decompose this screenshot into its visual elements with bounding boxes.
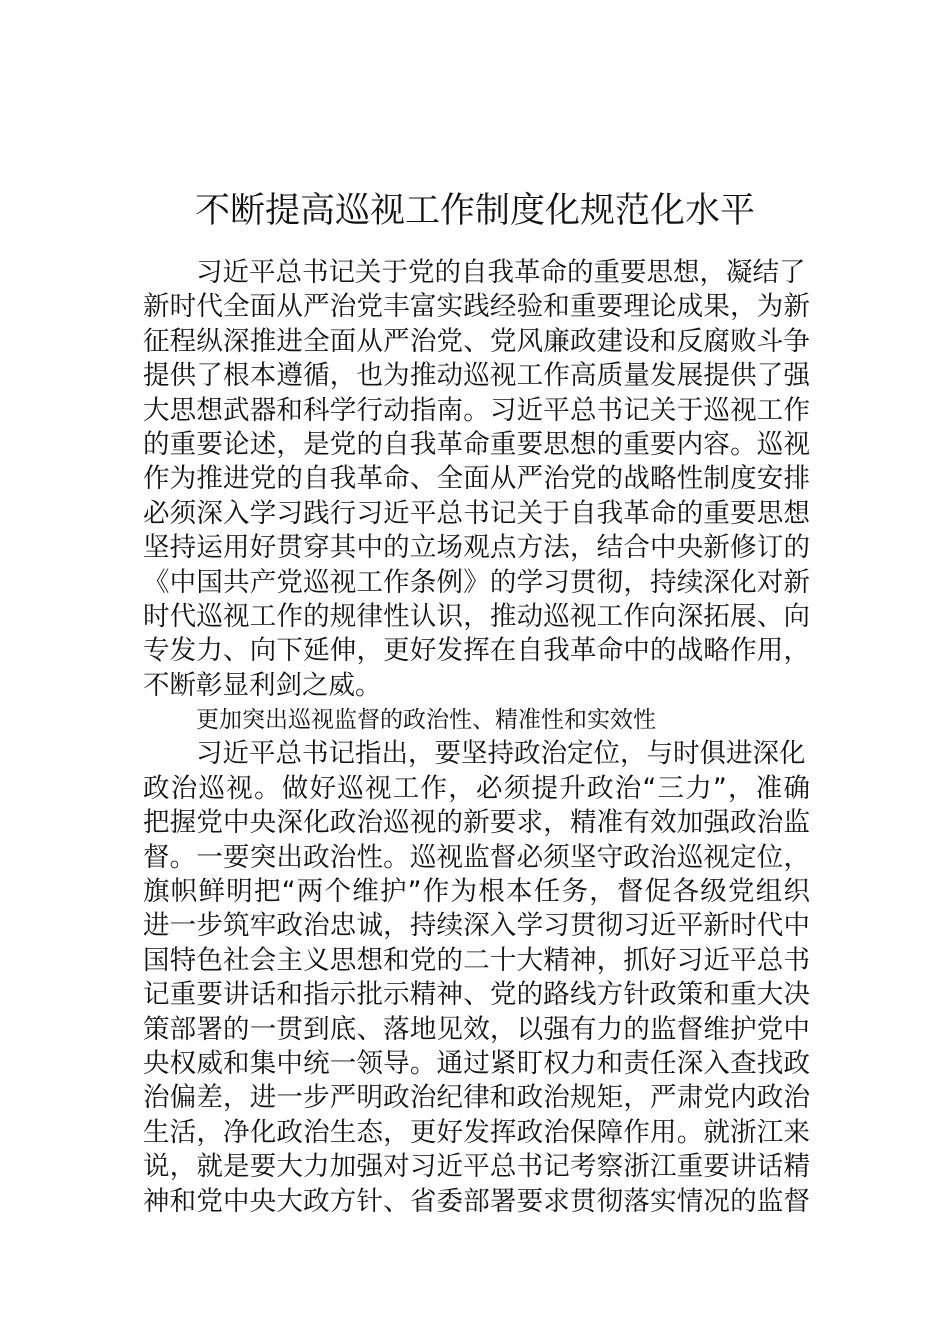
document-title: 不断提高巡视工作制度化规范化水平 (194, 191, 755, 232)
body-line: 策部署的一贯到底、落地见效，以强有力的监督维护党中 (143, 1013, 810, 1045)
body-line: 国特色社会主义思想和党的二十大精神，抓好习近平总书 (143, 944, 810, 976)
document-body (143, 256, 810, 1219)
body-line: 时代巡视工作的规律性认识，推动巡视工作向深拓展、向 (143, 600, 810, 632)
body-line: 习近平总书记指出，要坚持政治定位，与时俱进深化 (196, 738, 806, 770)
body-line: 提供了根本遵循，也为推动巡视工作高质量发展提供了强 (143, 360, 810, 392)
body-line: 把握党中央深化政治巡视的新要求，精准有效加强政治监 (143, 807, 810, 839)
body-line: 记重要讲话和指示批示精神、党的路线方针政策和重大决 (143, 979, 810, 1011)
body-line: 新时代全面从严治党丰富实践经验和重要理论成果，为新 (143, 291, 810, 323)
body-line: 习近平总书记关于党的自我革命的重要思想，凝结了 (196, 257, 806, 288)
body-line: 坚持运用好贯穿其中的立场观点方法，结合中央新修订的 (143, 532, 810, 564)
body-line: 必须深入学习践行习近平总书记关于自我革命的重要思想 (143, 497, 810, 529)
body-line: 作为推进党的自我革命、全面从严治党的战略性制度安排 (143, 463, 810, 495)
body-line: 督。一要突出政治性。巡视监督必须坚守政治巡视定位， (143, 841, 810, 873)
body-line: 旗帜鲜明把“两个维护”作为根本任务，督促各级党组织 (143, 876, 810, 908)
section-heading: 更加突出巡视监督的政治性、精准性和实效性 (196, 707, 656, 734)
body-line: 不断彰显利剑之威。 (143, 669, 382, 701)
body-line: 大思想武器和科学行动指南。习近平总书记关于巡视工作 (143, 394, 810, 426)
body-line: 生活，净化政治生态，更好发挥政治保障作用。就浙江来 (143, 1116, 810, 1148)
body-line: 进一步筑牢政治忠诚，持续深入学习贯彻习近平新时代中 (143, 910, 810, 942)
body-line: 《中国共产党巡视工作条例》的学习贯彻，持续深化对新 (143, 566, 810, 598)
body-line: 说，就是要大力加强对习近平总书记考察浙江重要讲话精 (143, 1151, 810, 1183)
body-line: 央权威和集中统一领导。通过紧盯权力和责任深入查找政 (143, 1047, 810, 1079)
body-line: 的重要论述，是党的自我革命重要思想的重要内容。巡视 (143, 428, 810, 460)
body-line: 征程纵深推进全面从严治党、党风廉政建设和反腐败斗争 (143, 325, 810, 357)
body-line: 专发力、向下延伸，更好发挥在自我革命中的战略作用， (143, 635, 810, 667)
body-line: 政治巡视。做好巡视工作，必须提升政治“三力”，准确 (143, 772, 810, 804)
body-line: 神和党中央大政方针、省委部署要求贯彻落实情况的监督 (143, 1185, 810, 1217)
body-line: 治偏差，进一步严明政治纪律和政治规矩，严肃党内政治 (143, 1082, 810, 1114)
